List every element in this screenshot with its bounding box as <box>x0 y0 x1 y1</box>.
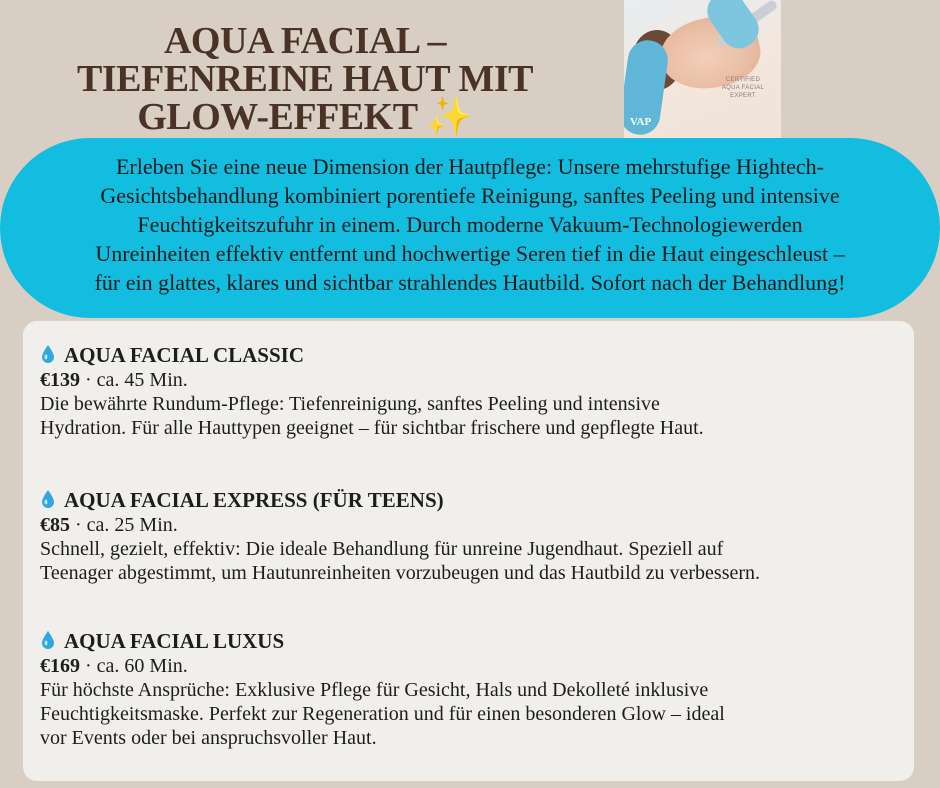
intro-line-1: Erleben Sie eine neue Dimension der Hautpflege: Unsere mehrstufige Hightech- <box>115 154 825 179</box>
service-name: AQUA FACIAL CLASSIC <box>64 343 304 367</box>
sparkles-icon: ✨ <box>425 96 473 138</box>
services-card <box>23 321 914 781</box>
service-desc-line: Feuchtigkeitsmaske. Perfekt zur Regeneration und für einen besonderen Glow – ideal <box>40 703 725 725</box>
service-price: €85 <box>40 514 70 536</box>
service-name: AQUA FACIAL EXPRESS (FÜR TEENS) <box>64 488 444 512</box>
service-desc-line: Schnell, gezielt, effektiv: Die ideale Behandlung für unreine Jugendhaut. Speziell auf <box>40 538 724 560</box>
service-price: €139 <box>40 369 80 391</box>
service-desc-line: Für höchste Ansprüche: Exklusive Pflege für Gesicht, Hals und Dekolleté inklusive <box>40 679 709 701</box>
service-meta <box>40 513 900 537</box>
service-desc-line: Teenager abgestimmt, um Hautunreinheiten vorzubeugen und das Hautbild zu verbessern. <box>40 562 761 584</box>
service-desc-line: Die bewährte Rundum-Pflege: Tiefenreinigung, sanftes Peeling und intensive <box>40 393 660 415</box>
cert-line-3: EXPERT <box>730 93 756 99</box>
service-name: AQUA FACIAL LUXUS <box>64 629 285 653</box>
service-price: €169 <box>40 655 80 677</box>
certified-badge <box>713 76 773 100</box>
service-duration: · ca. 45 Min. <box>80 369 188 391</box>
treatment-photo <box>624 0 781 138</box>
cert-line-1: CERTIFIED <box>725 77 761 83</box>
service-header <box>40 343 900 368</box>
cert-line-2: AQUA FACIAL <box>721 85 765 91</box>
photo-logo: VAP <box>630 116 652 128</box>
intro-line-2: Gesichtsbehandlung kombiniert porentiefe Reinigung, sanftes Peeling und intensive <box>100 183 840 208</box>
service-luxus <box>40 629 900 750</box>
title-line-3 <box>40 98 570 136</box>
intro-line-4: Unreinheiten effektiv entfernt und hochwertige Seren tief in die Haut eingeschleust – <box>95 241 845 266</box>
title-line-3-text: GLOW-EFFEKT <box>137 96 417 138</box>
service-classic <box>40 343 900 440</box>
service-duration: · ca. 60 Min. <box>80 655 188 677</box>
service-header <box>40 488 900 513</box>
intro-banner <box>0 138 940 318</box>
intro-line-5: für ein glattes, klares und sichtbar strahlendes Hautbild. Sofort nach der Behandlung! <box>94 270 846 295</box>
droplet-icon <box>40 489 56 509</box>
page-title <box>40 22 570 136</box>
title-line-2: TIEFENREINE HAUT MIT <box>77 58 533 100</box>
service-duration: · ca. 25 Min. <box>70 514 178 536</box>
intro-text <box>22 152 918 297</box>
service-desc-line: Hydration. Für alle Hauttypen geeignet – für sichtbar frischere und gepflegte Haut. <box>40 417 704 439</box>
service-meta <box>40 654 900 678</box>
service-express <box>40 488 900 585</box>
title-line-1: AQUA FACIAL – <box>163 20 447 62</box>
service-meta <box>40 368 900 392</box>
service-desc-line: vor Events oder bei anspruchsvoller Haut. <box>40 727 377 749</box>
droplet-icon <box>40 344 56 364</box>
service-header <box>40 629 900 654</box>
droplet-icon <box>40 630 56 650</box>
intro-line-3: Feuchtigkeitszufuhr in einem. Durch moderne Vakuum-Technologiewerden <box>137 212 803 237</box>
